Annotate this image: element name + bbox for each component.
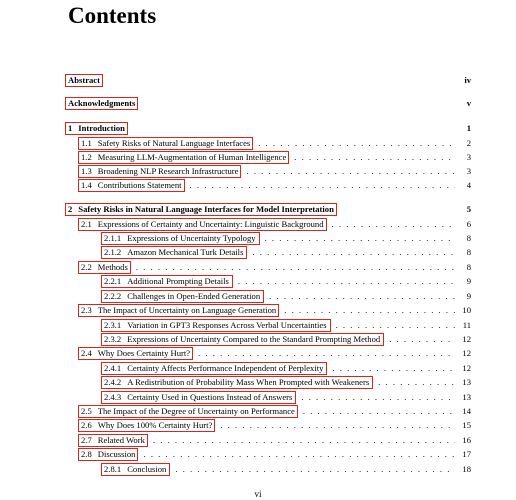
toc-entry-link[interactable] (78, 165, 241, 178)
toc-entry-link[interactable] (101, 290, 264, 303)
toc-entry (81, 261, 471, 274)
toc-entry-number: 2.1.1 (104, 233, 122, 243)
toc-entry-link[interactable] (78, 405, 298, 418)
toc-entry-link[interactable] (65, 97, 138, 110)
page-number-footer: vi (254, 489, 262, 499)
toc-entry-number: 1.4 (81, 180, 92, 190)
toc-entry-title: Certainty Affects Performance Independent of Perplexity (127, 363, 324, 373)
toc-entry-page-number: 16 (462, 435, 471, 445)
toc-entry-title: Methods (97, 262, 128, 272)
toc-entry (104, 232, 471, 245)
dot-leader (301, 391, 455, 404)
toc-entry-title: Variation in GPT3 Responses Across Verbal Uncertainties (127, 320, 327, 330)
toc-entry-link[interactable] (101, 232, 260, 245)
toc-entry-link[interactable] (101, 319, 331, 332)
toc-entry-page-number: v (466, 98, 471, 108)
dot-leader (220, 419, 455, 432)
toc-entry-title: Measuring LLM-Augmentation of Human Intelligence (97, 152, 287, 162)
toc-entry-page-number: 15 (462, 420, 471, 430)
toc-entry-link[interactable] (78, 434, 148, 447)
toc-entry-number: 2.4.3 (104, 392, 122, 402)
toc-entry (104, 319, 471, 332)
toc-entry-title: A Redistribution of Probability Mass When Prompted with Weakeners (127, 377, 370, 387)
dot-leader (143, 448, 455, 461)
toc-entry-page-number: 12 (462, 363, 471, 373)
toc-entry-number: 2.7 (81, 435, 92, 445)
toc-entry-title: Safety Risks of Natural Language Interfaces (97, 138, 251, 148)
toc-entry-page-number: 13 (462, 377, 471, 387)
toc-entry-title: Acknowledgments (68, 98, 136, 108)
toc-entry-page-number: 6 (466, 219, 471, 229)
toc-entry-number: 2.8 (81, 449, 92, 459)
page-title: Contents (68, 3, 157, 28)
toc-entry-page-number: 11 (462, 320, 471, 330)
toc-entry-page-number: 17 (462, 449, 471, 459)
toc-entry-number: 1.1 (81, 138, 92, 148)
toc-entry (68, 97, 471, 110)
toc-entry-page-number: 9 (466, 291, 471, 301)
toc-entry-title: Amazon Mechanical Turk Details (127, 247, 244, 257)
toc-entry (81, 165, 471, 178)
toc-entry-link[interactable] (65, 74, 103, 87)
toc-entry (81, 405, 471, 418)
dot-leader (238, 275, 455, 288)
toc-entry-number: 2 (68, 204, 73, 214)
toc-entry-page-number: 3 (466, 152, 471, 162)
toc-entry-page-number: 5 (466, 204, 471, 214)
dot-leader (198, 347, 455, 360)
toc-entry-number: 2.1.2 (104, 247, 122, 257)
toc-entry (68, 74, 471, 87)
dot-leader (378, 376, 455, 389)
toc-entry-title: Broadening NLP Research Infrastructure (97, 166, 239, 176)
toc-entry (81, 179, 471, 192)
toc-entry (81, 304, 471, 317)
dot-leader (284, 304, 455, 317)
toc-entry-link[interactable] (78, 179, 185, 192)
toc-entry-number: 2.3 (81, 305, 92, 315)
dot-leader (294, 151, 455, 164)
toc-entry-link[interactable] (78, 137, 253, 150)
toc-entry (104, 333, 471, 346)
toc-entry-link[interactable] (65, 203, 337, 216)
toc-entry-page-number: 18 (462, 464, 471, 474)
toc-entry-link[interactable] (78, 261, 131, 274)
toc-entry-number: 2.5 (81, 406, 92, 416)
toc-entry-page-number: 1 (466, 123, 471, 133)
toc-entry-title: Related Work (97, 435, 145, 445)
toc-entry-link[interactable] (101, 362, 327, 375)
dot-leader (389, 333, 455, 346)
toc-entry (81, 434, 471, 447)
dot-leader (258, 137, 455, 150)
toc-entry-page-number: 2 (466, 138, 471, 148)
toc-entry-link[interactable] (78, 448, 138, 461)
toc-entry (104, 362, 471, 375)
toc-entry-page-number: 8 (466, 262, 471, 272)
toc-entry (68, 122, 471, 135)
toc-entry (104, 290, 471, 303)
toc-entry-link[interactable] (101, 333, 384, 346)
toc-entry-number: 1.3 (81, 166, 92, 176)
toc-entry (81, 347, 471, 360)
toc-entry-page-number: 13 (462, 392, 471, 402)
toc-entry-link[interactable] (101, 275, 233, 288)
toc-entry (104, 246, 471, 259)
toc-entry-title: Expressions of Uncertainty Typology (127, 233, 256, 243)
toc-entry-link[interactable] (101, 246, 247, 259)
toc-entry-title: Why Does Certainty Hurt? (97, 348, 191, 358)
toc-entry-link[interactable] (101, 391, 296, 404)
toc-entry-number: 1 (68, 123, 73, 133)
dot-leader (332, 362, 455, 375)
toc-entry-page-number: 4 (466, 180, 471, 190)
toc-entry (104, 376, 471, 389)
toc-entry (81, 137, 471, 150)
toc-entry (104, 391, 471, 404)
dot-leader (246, 165, 455, 178)
dot-leader (303, 405, 455, 418)
toc-entry-link[interactable] (78, 218, 327, 231)
toc-entry-number: 2.4.1 (104, 363, 122, 373)
toc-entry-title: The Impact of Uncertainty on Language Generation (97, 305, 277, 315)
dot-leader (190, 179, 455, 192)
dot-leader (153, 434, 455, 447)
toc-entry-page-number: 3 (466, 166, 471, 176)
toc-entry-page-number: 8 (466, 233, 471, 243)
toc-entry-title: Why Does 100% Certainty Hurt? (97, 420, 213, 430)
toc-entry-title: Challenges in Open-Ended Generation (127, 291, 261, 301)
toc-entry-title: Additional Prompting Details (127, 276, 229, 286)
dot-leader (265, 232, 455, 245)
toc-entry-page-number: 9 (466, 276, 471, 286)
toc-entry-number: 2.8.1 (104, 464, 122, 474)
toc-entry-number: 2.1 (81, 219, 92, 229)
toc-entry (68, 203, 471, 216)
toc-entry-page-number: 12 (462, 334, 471, 344)
toc-entry-link[interactable] (78, 347, 193, 360)
toc-entry (104, 463, 471, 476)
toc-entry (81, 448, 471, 461)
toc-entry-title: Certainty Used in Questions Instead of Answers (127, 392, 293, 402)
toc-entry-title: The Impact of the Degree of Uncertainty on Performance (97, 406, 295, 416)
toc-entry-link[interactable] (78, 151, 289, 164)
dot-leader (175, 463, 455, 476)
toc-entry-title: Expressions of Certainty and Uncertainty: Linguistic Background (97, 219, 324, 229)
toc-entry-page-number: 14 (462, 406, 471, 416)
toc-entry (81, 218, 471, 231)
toc-entry-number: 2.6 (81, 420, 92, 430)
toc-entry-link[interactable] (101, 376, 373, 389)
dot-leader (336, 319, 455, 332)
toc-entry-number: 2.4.2 (104, 377, 122, 387)
toc-entry-title: Introduction (78, 123, 125, 133)
toc-entry-link[interactable] (78, 304, 279, 317)
toc-entry-number: 2.2.1 (104, 276, 122, 286)
toc-entry-number: 2.3.2 (104, 334, 122, 344)
toc-entry-page-number: 12 (462, 348, 471, 358)
toc-entry-page-number: 10 (462, 305, 471, 315)
dot-leader (269, 290, 455, 303)
toc-entry-title: Abstract (68, 75, 100, 85)
toc-entry-title: Conclusion (127, 464, 167, 474)
toc-entry-title: Expressions of Uncertainty Compared to the Standard Prompting Method (127, 334, 381, 344)
toc-entry (104, 275, 471, 288)
toc-entry-title: Contributions Statement (97, 180, 182, 190)
toc-entry-page-number: 8 (466, 247, 471, 257)
toc-entry-number: 2.2 (81, 262, 92, 272)
toc-entry-title: Discussion (97, 449, 136, 459)
toc-entry-link[interactable] (101, 463, 170, 476)
dot-leader (332, 218, 455, 231)
dot-leader (136, 261, 455, 274)
toc-entry-number: 2.3.1 (104, 320, 122, 330)
toc-entry-link[interactable] (65, 122, 128, 135)
toc-entry-number: 2.2.2 (104, 291, 122, 301)
toc-entry (81, 419, 471, 432)
toc-entry-page-number: iv (464, 75, 471, 85)
toc-entry (81, 151, 471, 164)
toc-entry-number: 2.4 (81, 348, 92, 358)
toc-entry-title: Safety Risks in Natural Language Interfaces for Model Interpretation (78, 204, 334, 214)
toc-entry-link[interactable] (78, 419, 215, 432)
dot-leader (252, 246, 455, 259)
toc-entry-number: 1.2 (81, 152, 92, 162)
